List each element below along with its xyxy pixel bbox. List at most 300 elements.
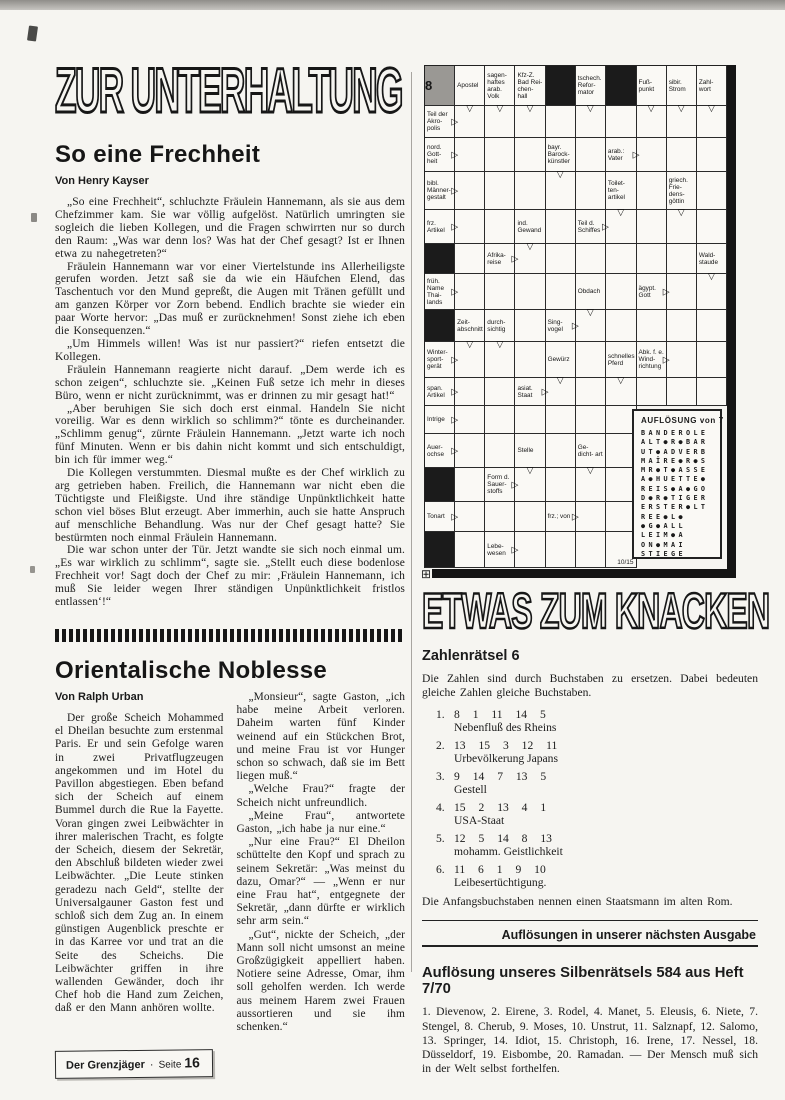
item-number: 5. (436, 831, 445, 845)
item-number: 6. (436, 862, 445, 876)
crossword-clue-text (515, 291, 544, 293)
column-rule (411, 72, 412, 972)
crossword-cell (576, 274, 606, 310)
crossword-clue-text (515, 154, 544, 156)
solution-line: ALT●R●BAR (641, 438, 709, 447)
crossword-clue-text (606, 325, 636, 327)
crossword-cell (637, 378, 667, 406)
crossword-cell (576, 532, 606, 568)
arrow-right-icon: ▷ (662, 354, 670, 364)
arrow-down-icon: ▽ (496, 339, 504, 349)
crossword-clue-text: Lebe- wesen (487, 542, 506, 557)
item-answer: USA-Staat (454, 813, 505, 827)
crossword-cell (425, 342, 459, 378)
number-puzzle-digits-row (436, 739, 758, 752)
story2-byline: Von Ralph Urban (55, 691, 144, 703)
crossword-clue-text (455, 258, 484, 260)
crossword-clue-text (637, 226, 666, 228)
crossword-cell (697, 210, 727, 244)
crossword-clue-text: Zahl- wort (698, 78, 714, 93)
crossword-cell (606, 274, 637, 310)
item-digits: 8 1 11 14 5 (454, 707, 546, 721)
item-answer: mohamm. Geistlichkeit (454, 844, 563, 858)
zahlenraetsel-closing: Die Anfangsbuchstaben nennen einen Staatsmann im alten Rom. (422, 894, 733, 908)
crossword-clue-text: Obdach (577, 288, 601, 295)
arrow-down-icon: ▽ (526, 465, 534, 475)
crossword-clue-text: griech. Frie- dens- göttin (668, 176, 688, 205)
crossword-clue-text: Tonart (427, 513, 445, 520)
crossword-cell (637, 103, 667, 138)
crossword-clue-text: Stelle (517, 447, 534, 454)
crossword-cell (637, 342, 670, 378)
arrow-down-icon: ▽ (466, 339, 474, 349)
crossword-cell (576, 138, 606, 172)
crossword-clue-text (455, 154, 484, 156)
crossword-cell (697, 244, 727, 274)
crossword-cell (697, 378, 727, 406)
crossword-cell (697, 103, 727, 138)
story-paragraph: „Monsieur“, sagte Gaston, „ich habe meine Arbeit verloren. Daheim warten fünf Kinder weinend auf ein Stückchen Brot, und meine Frau ist vor Hunger schon so schwach, daß sie im Bett liegen muß.“ (236, 691, 405, 783)
story2-body (55, 691, 405, 1034)
section-header-knacken: ETWAS ZUM KNACKEN (422, 584, 770, 639)
number-puzzle-item (436, 708, 758, 734)
crossword-clue-text: schnelles Pferd (607, 352, 635, 367)
crossword-cell (637, 172, 667, 210)
crossword-cell (455, 103, 485, 138)
crossword-cell (546, 406, 576, 434)
crossword-clue-text (485, 291, 514, 293)
crossword-clue-text: Apostel (457, 82, 479, 89)
solution-line: BANDEROLE (641, 429, 709, 437)
crossword-cell (637, 310, 667, 342)
crossword-clue-text: Wald- staude (698, 251, 719, 266)
story-paragraph: „Welche Frau?“ fragte der Scheich nicht unfreundlich. (236, 783, 405, 809)
item-answer: Gestell (454, 782, 487, 796)
crossword-cell (546, 342, 576, 378)
crossword-clue-text (667, 359, 696, 361)
crossword-cell (425, 532, 455, 568)
number-puzzle-digits-row (436, 708, 758, 721)
page-number: 16 (184, 1054, 200, 1071)
crossword-cell (546, 375, 576, 406)
number-puzzle-digits-row (436, 863, 758, 876)
crossword-cell (485, 172, 515, 210)
crossword-cell (515, 434, 545, 468)
arrow-down-icon: ▽ (647, 103, 655, 113)
crossword-clue-text (576, 484, 605, 486)
crossword-clue-text (697, 391, 726, 393)
crossword-clue-text (546, 85, 575, 87)
solution-line: LEIM●A (641, 531, 686, 540)
crossword-clue-text (576, 154, 605, 156)
crossword-clue-text (455, 291, 484, 293)
crossword-cell (425, 274, 459, 310)
crossword-cell (546, 502, 579, 532)
crossword-cell (485, 532, 519, 568)
crossword-cell (515, 532, 545, 568)
crossword-cell (425, 138, 459, 172)
crossword-clue-text (485, 419, 514, 421)
crossword-clue-text (576, 121, 605, 123)
crossword-clue-text (515, 359, 544, 361)
arrow-down-icon: ▽ (677, 103, 685, 113)
crossword-clue-text (515, 419, 544, 421)
crossword-clue-text (425, 484, 454, 486)
arrow-down-icon: ▽ (556, 169, 564, 179)
item-number: 1. (436, 707, 445, 721)
crossword-clue-text (546, 190, 575, 192)
crossword-cell (425, 468, 455, 502)
section-header-unterhaltung-wrap (55, 55, 405, 137)
crossword-clue-text (455, 516, 484, 518)
crossword-clue-text (455, 450, 484, 452)
crossword-clue-text (576, 258, 605, 260)
scan-artifact (31, 213, 37, 222)
crossword-clue-text (546, 419, 575, 421)
crossword-clue-text (485, 391, 514, 393)
arrow-right-icon: ▷ (571, 320, 579, 330)
crossword-cell (667, 378, 697, 406)
crossword-clue-text: bayr. Barock- künstler (547, 144, 570, 165)
crossword-clue-text (667, 154, 696, 156)
crossword-clue-text: Ge- dicht- art (577, 443, 603, 458)
crossword-cell (606, 172, 637, 210)
crossword-cell (667, 138, 697, 172)
crossword-clue-text (546, 549, 575, 551)
silbenraetsel-solution: 1. Dievenow, 2. Eirene, 3. Rodel, 4. Manet, 5. Eleusis, 6. Niete, 7. Stengel, 8. Cherub, 9. Moses, 10. Unstrut, 11. Salznapf, 12. Salomo, 13. Springer, 14. Idiot, 15. Christoph, 16. Irene, 17. Nessel, 18. Düsseldorf, 19. Eisbombe, 20. Ramadan. — Der Mensch muß sich in der Welt selbst forthelfen. (422, 1005, 758, 1076)
page-label: Seite (158, 1059, 182, 1072)
solution-line: A●HUETTE● (641, 475, 709, 484)
crossword-cell (546, 138, 576, 172)
zahlenraetsel-title: Zahlenrätsel 6 (422, 648, 520, 664)
story-paragraph: „Um Himmels willen! Was ist nur passiert?“ riefen entsetzt die Kollegen. (55, 337, 405, 363)
arrow-down-icon: ▽ (617, 375, 625, 385)
crossword-cell (546, 66, 576, 106)
scan-artifact (30, 566, 35, 573)
crossword-cell (546, 106, 576, 138)
crossword-cell (425, 172, 459, 210)
crossword-clue-text (576, 325, 605, 327)
silbenraetsel-title: Auflösung unseres Silbenrätsels 584 aus Heft 7/70 (422, 965, 744, 998)
crossword-cell (425, 310, 455, 342)
crossword-clue-text (455, 190, 484, 192)
crossword-clue-text (606, 258, 636, 260)
crossword-cell (546, 210, 576, 244)
crossword-cell (606, 207, 637, 244)
crossword-clue-text (546, 391, 575, 393)
crossword-clue-text (637, 190, 666, 192)
solution-line: ON●MAI (641, 540, 686, 549)
crossword-cell (425, 502, 459, 532)
number-puzzle-item (436, 801, 758, 827)
crossword-cell (455, 274, 485, 310)
crossword-clue-text: span. Artikel (427, 384, 445, 399)
crossword-clue-text: durch- sichtig (487, 318, 506, 333)
number-puzzle-item (436, 770, 758, 796)
crossword-clue-text: Winter- sport- gerät (427, 349, 448, 370)
section-divider (55, 629, 405, 642)
section-header-unterhaltung: ZUR UNTERHALTUNG (55, 55, 402, 126)
crossword-clue-text (455, 549, 484, 551)
item-answer: Nebenfluß des Rheins (454, 720, 557, 734)
crossword-cell (606, 66, 637, 106)
crossword-clue-text (515, 190, 544, 192)
arrow-right-icon: ▷ (511, 479, 519, 489)
crossword-cell (455, 434, 485, 468)
crossword-cell (485, 274, 515, 310)
crossword-cell (576, 103, 606, 138)
crossword-cell (606, 375, 637, 406)
crossword-cell (515, 502, 545, 532)
arrow-right-icon: ▷ (451, 354, 459, 364)
arrow-down-icon: ▽ (466, 103, 474, 113)
story2-column-2 (237, 691, 406, 1034)
crossword-clue-text: Form d. Sauer- stoffs (487, 474, 510, 495)
crossword-cell (425, 406, 459, 434)
crossword-clue-text (425, 325, 454, 327)
crossword-cell (697, 342, 727, 378)
crossword-clue-text (606, 121, 636, 123)
crossword-clue-text (697, 190, 726, 192)
crossword-cell (425, 210, 459, 244)
crossword-cell (515, 241, 545, 274)
crossword-clue-text: ägypt. Gott (638, 284, 656, 299)
crossword-cell (697, 66, 727, 106)
crossword-cell (455, 339, 485, 378)
crossword-clue-text (637, 391, 666, 393)
crossword-cell (485, 502, 515, 532)
crossword-cell (606, 342, 637, 378)
crossword-cell (425, 434, 459, 468)
crossword-cell (515, 274, 545, 310)
puzzle-border-right (727, 65, 736, 578)
crossword-clue-text (606, 291, 636, 293)
crossword-clue-text (455, 419, 484, 421)
arrow-right-icon: ▷ (451, 116, 459, 126)
crossword-cell (576, 210, 609, 244)
grid-ornament-icon: ⊞ (421, 567, 432, 581)
crossword-cell (485, 339, 515, 378)
crossword-clue-text (546, 291, 575, 293)
crossword-cell (485, 138, 515, 172)
crossword-cell (455, 532, 485, 568)
crossword-cell (546, 434, 576, 468)
solution-line: MAÎRE●R●S (641, 456, 709, 465)
crossword-clue-text: Abk. f. e. Wind- richtung (638, 349, 664, 370)
crossword-cell (667, 244, 697, 274)
crossword-clue-text: Kfz-Z. Bad Rei- chen- hall (517, 71, 543, 100)
crossword-cell (546, 468, 576, 502)
crossword-cell (455, 502, 485, 532)
magazine-name: Der Grenzjäger (65, 1059, 145, 1072)
crossword-cell (667, 342, 697, 378)
crossword-cell (485, 468, 519, 502)
crossword-cell (485, 406, 515, 434)
crossword-clue-text (667, 291, 696, 293)
crossword-cell (697, 172, 727, 210)
arrow-down-icon: ▽ (586, 307, 594, 317)
crossword-clue-text (637, 121, 666, 123)
story1-byline: Von Henry Kayser (55, 175, 149, 187)
crossword-clue-text (606, 391, 636, 393)
story1-title: So eine Frechheit (55, 141, 261, 168)
crossword-clue-text (485, 226, 514, 228)
crossword-cell (576, 406, 606, 434)
arrow-right-icon: ▷ (662, 286, 670, 296)
crossword-clue-text: frz. Artikel (427, 219, 445, 234)
crossword-clue-text: sagen- haftes arab. Volk (487, 71, 507, 100)
number-puzzle-digits-row (436, 832, 758, 845)
solution-line: ●G●ALL (641, 521, 686, 530)
crossword-cell (576, 465, 606, 502)
crossword-clue-text (576, 516, 605, 518)
crossword-clue-text: Fuß- punkt (638, 78, 655, 93)
story-paragraph: Die Kollegen verstummten. Diesmal mußte es der Chef wirklich zu arg getrieben haben. Freilich, die Hannemann war nicht eben die Tüchtigste und Fleißigste. Und ihre ständige Unpünktlichkeit hatte schon viel böses Blut erzeugt. Aber immerhin, auch sie hatte Anspruch auf menschliche Behandlung. Was nur der Chef gesagt hatte? Sie bestürmten noch einmal Fräulein Hannemann. (55, 467, 405, 544)
crossword-cell (425, 244, 455, 274)
arrow-right-icon: ▷ (571, 511, 579, 521)
arrow-right-icon: ▷ (451, 414, 459, 424)
number-puzzle-digits-row (436, 770, 758, 783)
arrow-right-icon: ▷ (451, 511, 459, 521)
crossword-cell (606, 244, 637, 274)
crossword-cell (455, 210, 485, 244)
crossword-clue-text (425, 549, 454, 551)
crossword-cell (606, 106, 637, 138)
arrow-right-icon: ▷ (451, 185, 459, 195)
crossword-cell (667, 66, 697, 106)
solution-line: D●R●TIGER (641, 494, 709, 503)
number-puzzle-item (436, 832, 758, 858)
crossword-cell (455, 138, 485, 172)
story2-col2-paragraphs (237, 691, 406, 1034)
crossword-clue-text (697, 359, 726, 361)
crossword-cell (515, 66, 545, 106)
crossword-clue-text: nord. Gott- heit (427, 144, 442, 165)
crossword-clue-text (667, 325, 696, 327)
crossword-cell (515, 172, 545, 210)
crossword-cell (485, 244, 519, 274)
crossword-cell (697, 271, 727, 310)
arrow-down-icon: ▽ (526, 103, 534, 113)
crossword-clue-text (455, 484, 484, 486)
arrow-right-icon: ▷ (632, 149, 640, 159)
crossword-cell (697, 138, 727, 172)
crossword-clue-text (546, 258, 575, 260)
crossword-clue-text (515, 121, 544, 123)
crossword-clue-text (546, 450, 575, 452)
crossword-clue-text (515, 484, 544, 486)
crossword-clue-text (576, 419, 605, 421)
crossword-clue-text (576, 190, 605, 192)
arrow-down-icon: ▽ (707, 271, 715, 281)
arrow-right-icon: ▷ (451, 149, 459, 159)
item-number: 4. (436, 800, 445, 814)
crossword-footnote: 10/15 (617, 559, 634, 566)
crossword-cell (667, 310, 697, 342)
crossword-cell (546, 169, 576, 210)
crossword-clue-text (485, 154, 514, 156)
crossword-cell (455, 468, 485, 502)
arrow-down-icon: ▽ (496, 103, 504, 113)
crossword-clue-text (637, 154, 666, 156)
arrow-down-icon: ▽ (586, 465, 594, 475)
crossword-cell (667, 274, 697, 310)
crossword-clue-text (576, 391, 605, 393)
crossword-cell (515, 138, 545, 172)
arrow-down-icon: ▽ (526, 241, 534, 251)
story-paragraph: „Gut“, nickte der Scheich, „der Mann soll nicht umsonst an meine Großzügigkeit appelliert haben. Notiere seine Adresse, Omar, ihm soll geholfen werden. Ich werde aus meinem Harem zwei Frauen aussortieren und sie ihm schenken.“ (236, 928, 405, 1034)
number-puzzle-digits-row (436, 801, 758, 814)
crossword-cell (576, 244, 606, 274)
arrow-down-icon: ▽ (586, 103, 594, 113)
crossword-clue-text (485, 516, 514, 518)
item-number: 3. (436, 769, 445, 783)
crossword-cell (455, 66, 485, 106)
left-column (55, 55, 405, 1078)
story-paragraph: Fräulein Hannemann reagierte nicht darauf. „Dem werde ich es schon zeigen“, schluchzte sie. „Keinen Fuß setze ich mehr in dieses Büro, wenn er nicht zurücknimmt, was er drinnen zu mir gesagt hat!“ (55, 363, 405, 402)
crossword-cell (425, 106, 459, 138)
item-digits: 11 6 1 9 10 (454, 862, 546, 876)
crossword-cell (637, 274, 670, 310)
crossword-clue-text (576, 359, 605, 361)
story-paragraph: Fräulein Hannemann war vor einer Viertelstunde ins Allerheiligste gerufen worden. Jetzt saß sie da wie ein Häufchen Elend, das Taschentuch vor den Mund gepreßt, die Augen mit Tränen gefüllt und am ganzen Körper vor Zorn bebend. Endlich brachte sie wieder ein paar Worte hervor: „Das muß er zurücknehmen! Sonst ziehe ich eben die Konsequenzen.“ (55, 260, 405, 338)
crossword-clue-text (697, 154, 726, 156)
crossword-cell (576, 172, 606, 210)
previous-solution-box (632, 409, 722, 559)
crossword-clue-text (485, 450, 514, 452)
solution-line: UT●ADVERB (641, 447, 709, 456)
crossword-clue-text: asiat. Staat (517, 384, 533, 399)
item-digits: 15 2 13 4 1 (454, 800, 547, 814)
crossword-cell (515, 465, 545, 502)
crossword-clue-text (515, 516, 544, 518)
crossword-cell (485, 210, 515, 244)
crossword-cell (485, 66, 515, 106)
story2-title: Orientalische Noblesse (55, 657, 328, 684)
crossword-cell (485, 310, 515, 342)
right-column (421, 65, 770, 1084)
item-answer: Leibesertüchtigung. (454, 875, 547, 889)
item-digits: 12 5 14 8 13 (454, 831, 552, 845)
arrow-down-icon: ▽ (556, 375, 564, 385)
puzzle-border-bottom (432, 569, 736, 578)
zahlenraetsel-items (436, 708, 758, 889)
crossword-clue-text: Gewürz (547, 356, 570, 363)
crossword-cell (697, 310, 727, 342)
crossword-cell (455, 244, 485, 274)
number-puzzle-item (436, 863, 758, 889)
crossword-cell (546, 532, 576, 568)
next-issue-banner: Auflösungen in unserer nächsten Ausgabe (422, 920, 758, 947)
crossword-clue-text: 8 (425, 78, 433, 93)
crossword-clue-text (606, 226, 636, 228)
crossword-cell (637, 244, 667, 274)
crossword-cell (546, 310, 579, 342)
crossword-cell (576, 378, 606, 406)
crossword-clue-text: Teil d. Schiffes (577, 219, 601, 234)
scan-artifact (27, 25, 38, 41)
solution-line: REIS●A●GO (641, 484, 709, 493)
section-header-knacken-wrap (422, 584, 770, 639)
solution-line: REE●L● (641, 512, 686, 521)
crossword-cell (515, 103, 545, 138)
crossword-clue-text (455, 226, 484, 228)
crossword-clue-text (546, 484, 575, 486)
crossword-cell (667, 172, 697, 210)
crossword-cell (485, 378, 515, 406)
crossword-clue-text (697, 226, 726, 228)
crossword-clue-text: Afrika- reise (487, 251, 506, 266)
